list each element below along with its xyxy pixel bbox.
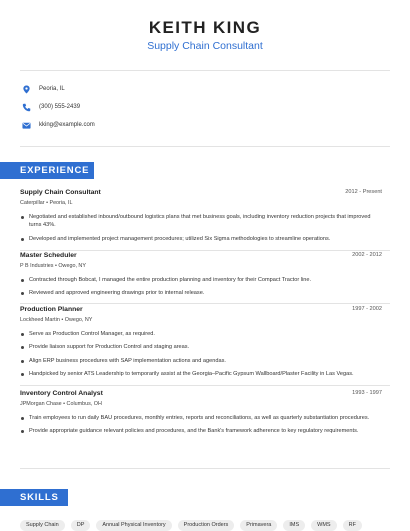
- job-company-line: Caterpillar • Peoria, IL: [20, 200, 73, 206]
- job-bullet: Train employees to run daily BAU procedures, monthly entries, reports and reconciliations, as well as quarterly substantiation procedures.: [20, 414, 382, 422]
- job-location: Peoria, IL: [49, 200, 73, 206]
- contact-phone: [22, 101, 80, 113]
- job-location: Owego, NY: [58, 263, 86, 269]
- skills-list: [20, 520, 400, 531]
- skill-chip: DP: [71, 520, 91, 531]
- pin-icon: [22, 85, 31, 94]
- job-title: Supply Chain Consultant: [20, 189, 101, 196]
- job-company: Lockheed Martin: [20, 317, 60, 323]
- skill-chip: Annual Physical Inventory: [96, 520, 171, 531]
- skill-chip: Production Orders: [178, 520, 235, 531]
- job-bullet: Contracted through Bobcat, I managed the entire production planning and inventory for their Compact Tractor line.: [20, 276, 382, 284]
- job-company-line: P B Industries • Owego, NY: [20, 263, 86, 269]
- job-company-line: Lockheed Martin • Owego, NY: [20, 317, 93, 323]
- job-entry: [20, 306, 382, 383]
- job-entry: [20, 189, 382, 248]
- job-title: Master Scheduler: [20, 252, 77, 259]
- skill-chip: RF: [343, 520, 362, 531]
- job-bullet: Negotiated and established inbound/outbound logistics plans that met business goals, including inventory reduction projects that improved turns 43%.: [20, 213, 382, 230]
- job-bullets: [20, 213, 382, 243]
- job-bullet: Align ERP business procedures with SAP implementation actions and agendas.: [20, 357, 382, 365]
- email-text: kking@example.com: [39, 122, 95, 128]
- experience-divider: [20, 468, 390, 469]
- contact-location: [22, 83, 65, 95]
- job-bullet: Developed and implemented project management procedures; utilized Six Sigma methodologies to streamline operations.: [20, 235, 382, 243]
- job-company: P B Industries: [20, 263, 54, 269]
- job-dates: 2012 - Present: [345, 189, 382, 195]
- job-bullets: [20, 330, 382, 378]
- contact-email: [22, 119, 95, 131]
- job-bullets: [20, 414, 382, 436]
- job-dates: 1993 - 1997: [352, 390, 382, 396]
- job-entry: [20, 252, 382, 303]
- job-bullet: Serve as Production Control Manager, as required.: [20, 330, 382, 338]
- header-divider: [20, 70, 390, 71]
- location-text: Peoria, IL: [39, 86, 65, 92]
- job-company: Caterpillar: [20, 200, 45, 206]
- job-location: Columbus, OH: [66, 401, 102, 407]
- experience-heading: EXPERIENCE: [0, 162, 94, 179]
- job-entry: [20, 390, 382, 441]
- skills-heading: SKILLS: [0, 489, 68, 506]
- phone-text: (300) 555-2439: [39, 104, 81, 110]
- phone-icon: [22, 103, 31, 112]
- skill-chip: Supply Chain: [20, 520, 65, 531]
- job-divider: [20, 385, 390, 386]
- job-title: Inventory Control Analyst: [20, 390, 103, 397]
- job-bullet: Handpicked by senior ATS Leadership to temporarily assist at the Georgia–Pacific Gypsum Wallboard/Plaster Facility in Las Vegas.: [20, 370, 382, 378]
- candidate-name: KEITH KING: [148, 18, 262, 37]
- job-bullets: [20, 276, 382, 298]
- skill-chip: IMS: [283, 520, 305, 531]
- job-dates: 2002 - 2012: [352, 252, 382, 258]
- skill-chip: Primavera: [240, 520, 277, 531]
- job-company: JPMorgan Chase: [20, 401, 62, 407]
- job-bullet: Provide liaison support for Production Control and staging areas.: [20, 343, 382, 351]
- contact-divider: [20, 146, 390, 147]
- job-divider: [20, 250, 390, 251]
- job-title: Production Planner: [20, 306, 83, 313]
- job-dates: 1997 - 2002: [352, 306, 382, 312]
- job-bullet: Reviewed and approved engineering drawings prior to internal release.: [20, 289, 382, 297]
- job-divider: [20, 303, 390, 304]
- job-bullet: Provide appropriate guidance relevant policies and procedures, and the Bank's framework adherence to key regulatory requirements.: [20, 427, 382, 435]
- candidate-title: Supply Chain Consultant: [147, 40, 263, 52]
- job-company-line: JPMorgan Chase • Columbus, OH: [20, 401, 102, 407]
- envelope-icon: [22, 121, 31, 130]
- skill-chip: WMS: [311, 520, 336, 531]
- job-location: Owego, NY: [64, 317, 93, 323]
